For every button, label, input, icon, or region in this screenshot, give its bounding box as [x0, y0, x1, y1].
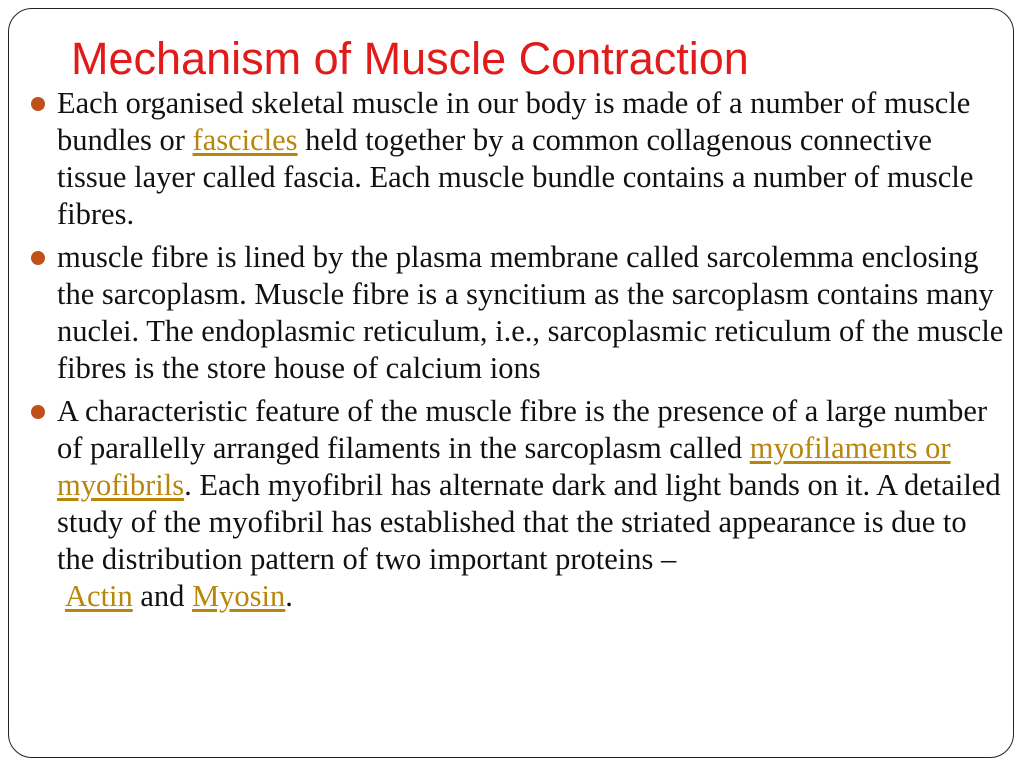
bullet-3-text-d: . — [285, 579, 293, 613]
slide-frame — [8, 8, 1014, 758]
myosin-link[interactable]: Myosin — [192, 579, 286, 613]
bullet-item-3 — [31, 393, 1006, 615]
slide-title: Mechanism of Muscle Contraction — [71, 33, 749, 84]
bullet-text — [57, 85, 1006, 233]
bullet-item-2 — [31, 239, 1006, 387]
bullet-dot-icon — [31, 97, 45, 111]
fascicles-link[interactable]: fascicles — [192, 123, 298, 157]
bullet-list — [31, 85, 1006, 621]
bullet-3-text-a: A characteristic feature of the muscle fibre is the presence of a large number of parallelly arranged filaments in the sarcoplasm called — [57, 394, 988, 465]
bullet-1-text-b: held together by a common collagenous connective tissue layer called fascia. Each muscle bundle contains a number of muscle fibres. — [57, 123, 974, 231]
bullet-dot-icon — [31, 251, 45, 265]
bullet-3-text-b: . Each myofibril has alternate dark and light bands on it. A detailed study of the myofibril has established that the striated appearance is due to the distribution pattern of two important proteins – — [57, 468, 1001, 576]
myofilaments-link[interactable]: myofilaments or myofibrils — [57, 431, 951, 502]
bullet-text — [57, 393, 1006, 615]
bullet-3-text-c: and — [132, 579, 193, 613]
actin-link[interactable]: Actin — [65, 579, 133, 613]
bullet-item-1 — [31, 85, 1006, 233]
bullet-dot-icon — [31, 405, 45, 419]
bullet-2-text: muscle fibre is lined by the plasma membrane called sarcolemma enclosing the sarcoplasm. Muscle fibre is a syncitium as the sarcoplasm contains many nuclei. The endoplasmic reticulum, i.e., sarcoplasmic reticulum of the muscle fibres is the store house of calcium ions — [57, 240, 1004, 385]
bullet-1-text-a: Each organised skeletal muscle in our body is made of a number of muscle bundles or — [57, 86, 971, 157]
